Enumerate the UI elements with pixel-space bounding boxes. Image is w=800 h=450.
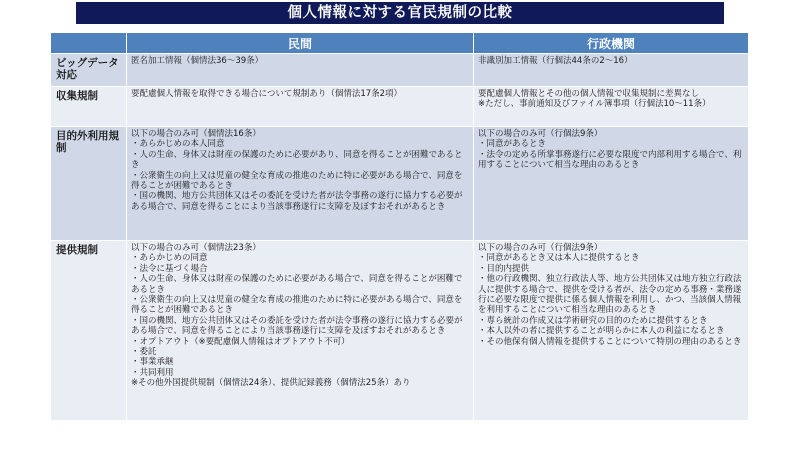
cell-line: ・国の機関、地方公共団体又はその委託を受けた者が法令事務の遂行に協力する必要がある場合で、同意を得ることにより当該事務遂行に支障を及ぼすおそれがあるとき: [131, 191, 463, 212]
cell-line: ・公衆衛生の向上又は児童の健全な育成の推進のために特に必要がある場合で、同意を得ることが困難であるとき: [131, 170, 463, 192]
cell-line: ・共同利用: [131, 367, 174, 378]
table-row: [51, 54, 749, 87]
cell-line: 以下の場合のみ可（個情法23条）: [131, 243, 261, 253]
cell-line: ・あらかじめの本人同意: [131, 139, 225, 150]
cell-line: ・同意があるとき又は本人に提供するとき: [478, 253, 640, 264]
cell-public-big-data: [474, 54, 749, 87]
cell-private-purpose-use: [127, 127, 474, 241]
header-private-sector: 民間: [127, 33, 474, 54]
cell-public-provision: [474, 241, 749, 421]
cell-line: ・事業承継: [131, 357, 174, 368]
table-header-row: [51, 33, 749, 54]
cell-line: ・オプトアウト（※要配慮個人情報はオプトアウト不可）: [131, 336, 350, 347]
header-corner-cell: [51, 33, 127, 54]
cell-line: 匿名加工情報（個情法36〜39条）: [131, 56, 264, 66]
cell-public-purpose-use: [474, 127, 749, 241]
row-label-provision: 提供規制: [51, 241, 127, 421]
cell-line: ・法令の定める所掌事務遂行に必要な限度で内部利用する場合で、利用することについて相当な理由のあるとき: [478, 149, 742, 171]
cell-line: 要配慮個人情報とその他の個人情報で収集規制に差異なし: [478, 89, 700, 99]
cell-line: ・法令に基づく場合: [131, 263, 208, 274]
row-label-collection: 収集規制: [51, 87, 127, 127]
cell-line: 非識別加工情報（行個法44条の2〜16）: [478, 56, 633, 66]
cell-line: ・本人以外の者に提供することが明らかに本人の利益になるとき: [478, 326, 725, 337]
cell-line: ・人の生命、身体又は財産の保護のために必要がある場合で、同意を得ることが困難であるとき: [131, 274, 463, 295]
cell-line: ・目的内提供: [478, 263, 530, 274]
cell-line: 以下の場合のみ可（行個法9条）: [478, 129, 603, 139]
cell-line: 以下の場合のみ可（個情法16条）: [131, 129, 261, 139]
table-row: [51, 87, 749, 127]
cell-line: ・他の行政機関、独立行政法人等、地方公共団体又は地方独立行政法人に提供する場合で、提供を受ける者が、法令の定める事務・業務遂行に必要な限度で提供に係る個人情報を利用し、かつ、当該個人情報を利用することについて相当な理由のあるとき: [478, 274, 742, 316]
cell-line: ・国の機関、地方公共団体又はその委託を受けた者が法令事務の遂行に協力する必要がある場合で、同意を得ることにより当該事務遂行に支障を及ぼすおそれがあるとき: [131, 315, 463, 337]
cell-line: ・同意があるとき: [478, 139, 547, 150]
cell-line: ・委託: [131, 347, 157, 358]
cell-private-provision: [127, 241, 474, 421]
comparison-table: [50, 32, 749, 421]
cell-public-collection: [474, 87, 749, 127]
row-label-purpose-use: 目的外利用規制: [51, 127, 127, 241]
cell-line: ・人の生命、身体又は財産の保護のために必要があり、同意を得ることが困難であるとき: [131, 149, 463, 171]
table-row: [51, 241, 749, 421]
row-label-big-data: ビッグデータ対応: [51, 54, 127, 87]
cell-line: ※その他外国提供規制（個情法24条）、提供記録義務（個情法25条）あり: [131, 378, 411, 389]
cell-line: ・あらかじめの同意: [131, 253, 208, 264]
page-title: 個人情報に対する官民規制の比較: [76, 2, 724, 24]
cell-line: 以下の場合のみ可（行個法9条）: [478, 243, 603, 253]
table-row: [51, 127, 749, 241]
cell-line: ・公衆衛生の向上又は児童の健全な育成の推進のために特に必要がある場合で、同意を得ることが困難であるとき: [131, 295, 463, 316]
cell-line: ・専ら統計の作成又は学術研究の目的のために提供するとき: [478, 315, 708, 326]
cell-line: 要配慮個人情報を取得できる場合について規制あり（個情法17条2項）: [131, 89, 403, 99]
header-public-sector: 行政機関: [474, 33, 749, 54]
cell-line: ・その他保有個人情報を提供することについて特別の理由のあるとき: [478, 336, 742, 347]
cell-private-big-data: [127, 54, 474, 87]
cell-line: ※ただし、事前通知及びファイル簿事項（行個法10〜11条）: [478, 99, 711, 110]
cell-private-collection: [127, 87, 474, 127]
